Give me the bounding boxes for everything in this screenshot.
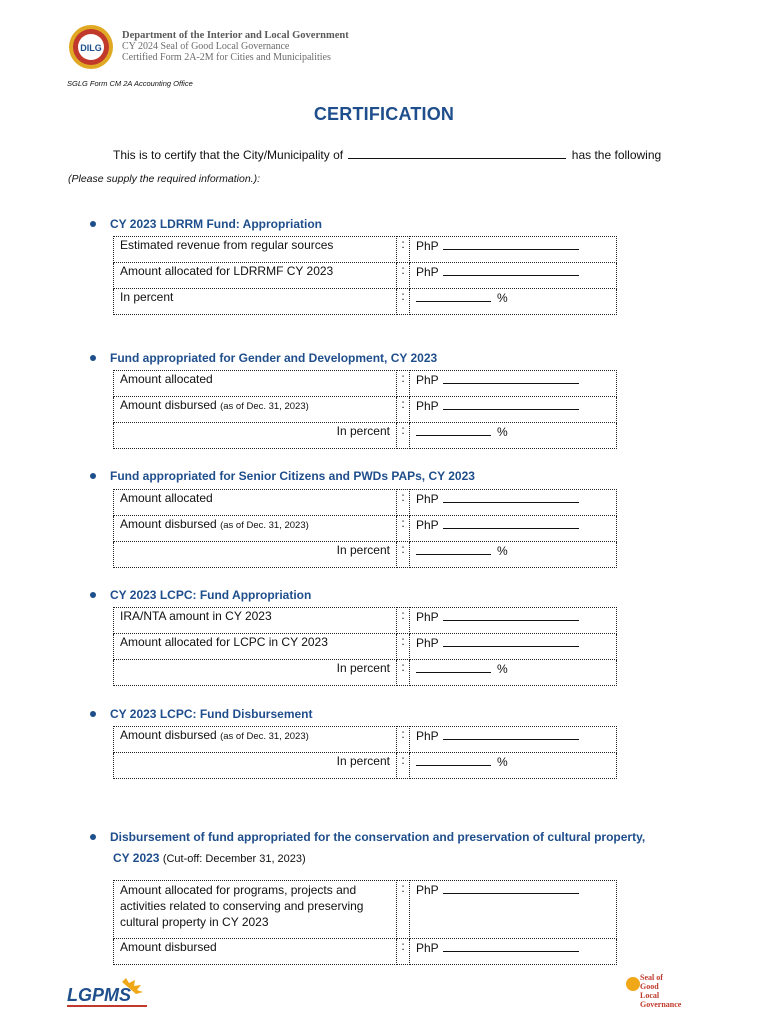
- row-label-text: Amount disbursed: [120, 398, 217, 412]
- percent-blank[interactable]: [416, 661, 491, 673]
- row-label: [114, 727, 397, 753]
- row-label-text: Amount disbursed: [120, 728, 217, 742]
- sglg-line-3: Local: [640, 991, 660, 1000]
- dilg-seal-logo: [68, 24, 114, 70]
- senior-pwd-fund-table: [113, 489, 617, 568]
- table-row: [114, 753, 617, 779]
- percent-sign: %: [497, 755, 508, 769]
- amount-blank[interactable]: [443, 609, 579, 621]
- colon: :: [397, 490, 410, 516]
- currency-label: PhP: [416, 883, 439, 897]
- section-title-year: CY 2023: [113, 851, 160, 865]
- amount-blank[interactable]: [443, 635, 579, 647]
- row-label: Amount allocated for programs, projects and activities related to conserving and preserving cultural property in CY 2023: [114, 881, 397, 939]
- sglg-line-4: Governance: [640, 1000, 682, 1009]
- section-heading: [90, 707, 313, 721]
- ldrrm-fund-table: [113, 236, 617, 315]
- bullet-icon: [90, 473, 96, 479]
- amount-field[interactable]: [410, 397, 617, 423]
- currency-label: PhP: [416, 518, 439, 532]
- percent-sign: %: [497, 291, 508, 305]
- section-heading-continued: [113, 851, 306, 865]
- row-label: In percent: [114, 660, 397, 686]
- section-heading: [90, 588, 311, 602]
- percent-field[interactable]: [410, 753, 617, 779]
- table-row: [114, 608, 617, 634]
- amount-blank[interactable]: [443, 882, 579, 894]
- row-label-note: (as of Dec. 31, 2023): [220, 401, 309, 412]
- program-name: CY 2024 Seal of Good Local Governance: [122, 41, 290, 52]
- bullet-icon: [90, 355, 96, 361]
- table-row: [114, 423, 617, 449]
- amount-blank[interactable]: [443, 940, 579, 952]
- amount-field[interactable]: [410, 237, 617, 263]
- amount-blank[interactable]: [443, 517, 579, 529]
- percent-blank[interactable]: [416, 424, 491, 436]
- row-label: In percent: [114, 753, 397, 779]
- lcpc-disbursement-table: [113, 726, 617, 779]
- row-label: [114, 516, 397, 542]
- amount-blank[interactable]: [443, 491, 579, 503]
- row-label: Amount allocated for LDRRMF CY 2023: [114, 263, 397, 289]
- row-label-text: Amount disbursed: [120, 517, 217, 531]
- bullet-icon: [90, 834, 96, 840]
- gad-fund-table: [113, 370, 617, 449]
- section-cutoff-note: (Cut-off: December 31, 2023): [162, 853, 306, 865]
- percent-sign: %: [497, 544, 508, 558]
- percent-blank[interactable]: [416, 754, 491, 766]
- table-row: [114, 727, 617, 753]
- colon: :: [397, 660, 410, 686]
- table-row: [114, 660, 617, 686]
- section-title: CY 2023 LDRRM Fund: Appropriation: [110, 217, 323, 231]
- section-heading: [90, 469, 475, 483]
- amount-field[interactable]: [410, 371, 617, 397]
- seal-text: DILG: [80, 43, 102, 53]
- amount-blank[interactable]: [443, 372, 579, 384]
- amount-field[interactable]: [410, 608, 617, 634]
- bullet-icon: [90, 592, 96, 598]
- document-title: CERTIFICATION: [313, 104, 455, 124]
- row-label: Amount allocated for LCPC in CY 2023: [114, 634, 397, 660]
- amount-field[interactable]: [410, 490, 617, 516]
- row-label: Estimated revenue from regular sources: [114, 237, 397, 263]
- amount-field[interactable]: [410, 516, 617, 542]
- amount-blank[interactable]: [443, 728, 579, 740]
- colon: :: [397, 939, 410, 965]
- bullet-icon: [90, 711, 96, 717]
- intro-statement: [113, 148, 713, 162]
- table-row: [114, 542, 617, 568]
- currency-label: PhP: [416, 636, 439, 650]
- colon: :: [397, 237, 410, 263]
- cultural-property-table: [113, 880, 617, 965]
- table-row: [114, 263, 617, 289]
- sglg-line-1: Seal of: [640, 973, 663, 982]
- percent-field[interactable]: [410, 542, 617, 568]
- amount-blank[interactable]: [443, 398, 579, 410]
- colon: :: [397, 397, 410, 423]
- colon: :: [397, 423, 410, 449]
- row-label-note: (as of Dec. 31, 2023): [220, 520, 309, 531]
- agency-header: [122, 30, 349, 63]
- city-name-blank[interactable]: [348, 148, 566, 159]
- percent-field[interactable]: [410, 660, 617, 686]
- form-name: Certified Form 2A-2M for Cities and Municipalities: [122, 52, 331, 63]
- form-code: SGLG Form CM 2A Accounting Office: [67, 79, 193, 88]
- table-row: [114, 397, 617, 423]
- amount-blank[interactable]: [443, 238, 579, 250]
- table-row: [114, 490, 617, 516]
- sglg-logo: [622, 970, 692, 1014]
- section-title: Fund appropriated for Senior Citizens and PWDs PAPs, CY 2023: [110, 469, 475, 483]
- lgpms-logo: [66, 978, 152, 1010]
- section-title: Disbursement of fund appropriated for the conservation and preservation of cultural property,: [110, 830, 646, 844]
- table-row: [114, 881, 617, 939]
- colon: :: [397, 608, 410, 634]
- currency-label: PhP: [416, 265, 439, 279]
- row-label: In percent: [114, 542, 397, 568]
- percent-field[interactable]: [410, 423, 617, 449]
- section-title: Fund appropriated for Gender and Development, CY 2023: [110, 351, 438, 365]
- colon: :: [397, 753, 410, 779]
- section-heading: [90, 351, 437, 365]
- amount-field[interactable]: [410, 634, 617, 660]
- currency-label: PhP: [416, 373, 439, 387]
- colon: :: [397, 289, 410, 315]
- colon: :: [397, 516, 410, 542]
- lgpms-text: LGPMS: [67, 985, 132, 1005]
- colon: :: [397, 371, 410, 397]
- percent-sign: %: [497, 662, 508, 676]
- amount-blank[interactable]: [443, 264, 579, 276]
- section-heading: [90, 830, 690, 844]
- row-label: Amount allocated: [114, 490, 397, 516]
- lcpc-appropriation-table: [113, 607, 617, 686]
- colon: :: [397, 727, 410, 753]
- amount-field[interactable]: [410, 727, 617, 753]
- section-title: CY 2023 LCPC: Fund Appropriation: [110, 588, 312, 602]
- row-label: In percent: [114, 289, 397, 315]
- row-label: [114, 397, 397, 423]
- currency-label: PhP: [416, 729, 439, 743]
- amount-field[interactable]: [410, 939, 617, 965]
- intro-note: (Please supply the required information.):: [68, 173, 261, 185]
- intro-text-before: This is to certify that the City/Municipality of: [113, 148, 344, 162]
- percent-blank[interactable]: [416, 290, 491, 302]
- table-row: [114, 516, 617, 542]
- table-row: [114, 289, 617, 315]
- section-title: CY 2023 LCPC: Fund Disbursement: [110, 707, 313, 721]
- row-label: IRA/NTA amount in CY 2023: [114, 608, 397, 634]
- colon: :: [397, 881, 410, 939]
- percent-sign: %: [497, 425, 508, 439]
- amount-field[interactable]: [410, 263, 617, 289]
- colon: :: [397, 634, 410, 660]
- table-row: [114, 371, 617, 397]
- table-row: [114, 939, 617, 965]
- intro-text-after: has the following: [571, 148, 662, 162]
- row-label: Amount allocated: [114, 371, 397, 397]
- sglg-line-2: Good: [640, 982, 659, 991]
- currency-label: PhP: [416, 610, 439, 624]
- agency-name: Department of the Interior and Local Government: [122, 30, 349, 41]
- bullet-icon: [90, 221, 96, 227]
- currency-label: PhP: [416, 399, 439, 413]
- percent-field[interactable]: [410, 289, 617, 315]
- row-label: Amount disbursed: [114, 939, 397, 965]
- percent-blank[interactable]: [416, 543, 491, 555]
- section-heading: [90, 217, 322, 231]
- row-label: In percent: [114, 423, 397, 449]
- table-row: [114, 237, 617, 263]
- currency-label: PhP: [416, 239, 439, 253]
- amount-field[interactable]: [410, 881, 617, 939]
- row-label-note: (as of Dec. 31, 2023): [220, 731, 309, 742]
- currency-label: PhP: [416, 492, 439, 506]
- colon: :: [397, 263, 410, 289]
- colon: :: [397, 542, 410, 568]
- table-row: [114, 634, 617, 660]
- currency-label: PhP: [416, 941, 439, 955]
